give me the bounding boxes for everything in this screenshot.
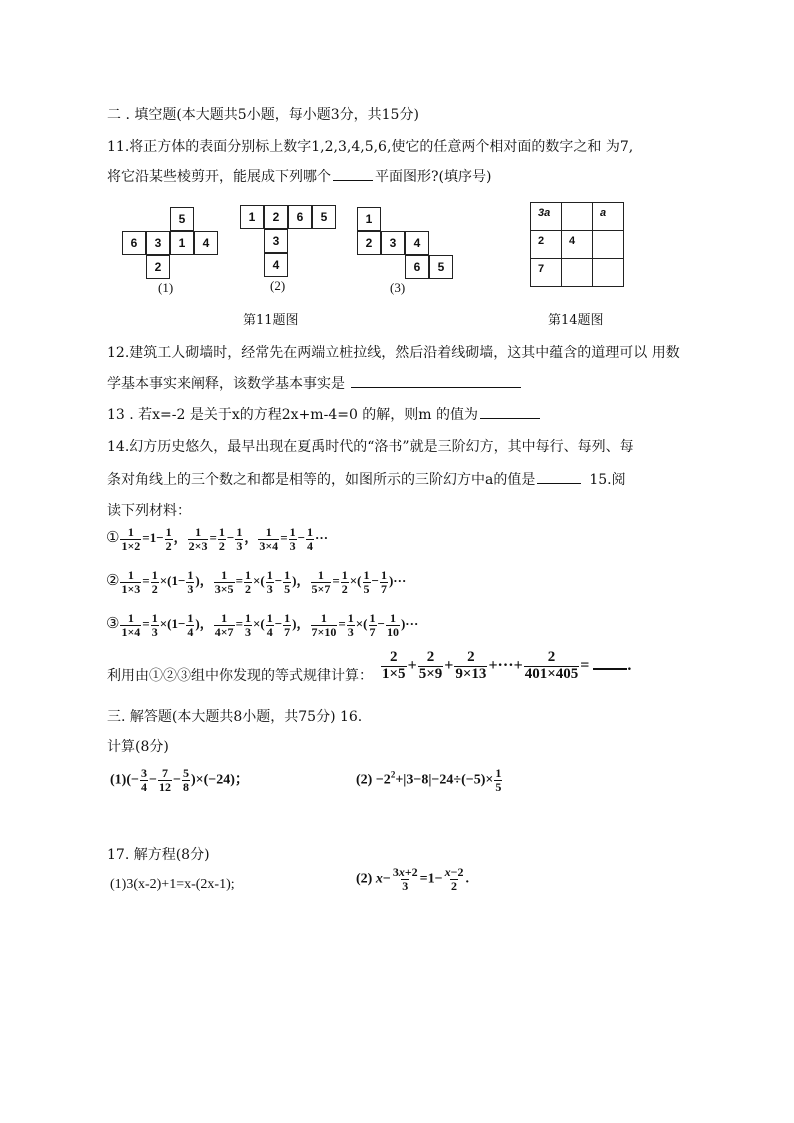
q14-figure-caption: 第14题图 bbox=[548, 313, 604, 328]
fraction: $\frac{1}{2}$ bbox=[341, 568, 348, 596]
fraction: $\frac{1}{10}$ bbox=[386, 611, 399, 639]
net3-cell: 1 bbox=[357, 207, 381, 231]
fraction: $\frac{1}{3}$ bbox=[347, 611, 354, 639]
fraction: $\frac{2}{5\times 9}$ bbox=[418, 649, 443, 682]
net3-label: (3) bbox=[390, 280, 406, 295]
formula-row-3: ③ $\frac{1}{1\times 4}$ = $\frac{1}{3}$ ×(1− $\frac{1}{4}$ )， $\frac{1}{4\times 7}$ = $\frac{1}{3}$ ×( $\frac{1}{4}$ − $\frac{1}{7}$ )， $\frac{1}{7\times 10}$ = $\frac{1}{3}$ ×( $\frac{1}{7}$ − $\frac{1}{10}$ )··· bbox=[106, 611, 419, 639]
net1-label: (1) bbox=[158, 280, 174, 295]
q15-calc-text: 利用由①②③组中你发现的等式规律计算： bbox=[107, 668, 373, 684]
fraction: $\frac{1}{3\times 4}$ bbox=[259, 525, 279, 553]
fraction: $\frac{1}{7}$ bbox=[369, 611, 376, 639]
fraction: $\frac{x-2}{2}$ bbox=[444, 865, 464, 893]
row3-mark: ③ bbox=[106, 614, 120, 633]
fraction: $\frac{1}{4}$ bbox=[266, 611, 273, 639]
q14-line2 bbox=[107, 469, 626, 489]
q12-line2 bbox=[107, 373, 521, 393]
net2-cell: 6 bbox=[288, 205, 312, 229]
fraction: $\frac{1}{2}$ bbox=[165, 525, 172, 553]
row2-mark: ② bbox=[106, 571, 120, 590]
magic-cell: 2 bbox=[530, 230, 562, 259]
q17-part2-label: (2) bbox=[356, 871, 373, 887]
net1-cell: 1 bbox=[170, 231, 194, 255]
q14-line1: 14.幻方历史悠久，最早出现在夏禹时代的“洛书”就是三阶幻方，其中每行、每列、每 bbox=[107, 439, 634, 455]
q13-answer-blank[interactable] bbox=[480, 404, 540, 419]
q13-text: 13 . 若x=-2 是关于x的方程2x+m-4=0 的解，则m 的值为 bbox=[107, 407, 479, 423]
magic-cell bbox=[592, 230, 624, 259]
fraction: $\frac{1}{3}$ bbox=[187, 568, 194, 596]
net3-cell: 5 bbox=[429, 255, 453, 279]
fraction: $\frac{2}{401\times 405}$ bbox=[524, 649, 579, 682]
formula-row-2: ② $\frac{1}{1\times 3}$ = $\frac{1}{2}$ ×(1− $\frac{1}{3}$ )， $\frac{1}{3\times 5}$ = $\frac{1}{2}$ ×( $\frac{1}{3}$ − $\frac{1}{5}$ )， $\frac{1}{5\times 7}$ = $\frac{1}{2}$ ×( $\frac{1}{5}$ − $\frac{1}{7}$ )··· bbox=[106, 568, 407, 596]
magic-cell bbox=[592, 258, 624, 287]
q16-title: 计算(8分) bbox=[107, 739, 169, 755]
net1-cell: 2 bbox=[146, 255, 170, 279]
fraction: $\frac{7}{12}$ bbox=[158, 766, 171, 794]
net3-cell: 2 bbox=[357, 231, 381, 255]
q11-line2b: 平面图形?(填序号) bbox=[375, 169, 492, 185]
fraction: $\frac{1}{3}$ bbox=[266, 568, 273, 596]
fraction: $\frac{1}{3}$ bbox=[236, 525, 243, 553]
fraction: $\frac{3}{4}$ bbox=[140, 766, 147, 794]
q15-intro: 读下列材料： bbox=[107, 503, 191, 519]
fraction: $\frac{1}{2}$ bbox=[151, 568, 158, 596]
net3-cell: 3 bbox=[381, 231, 405, 255]
fraction: $\frac{1}{1\times 2}$ bbox=[121, 525, 141, 553]
q11-line2a: 将它沿某些棱剪开，能展成下列哪个 bbox=[107, 169, 331, 185]
fraction: $\frac{2}{9\times 13}$ bbox=[455, 649, 487, 682]
net3-cell: 4 bbox=[405, 231, 429, 255]
q11-line2 bbox=[107, 166, 491, 186]
fraction: $\frac{1}{3}$ bbox=[151, 611, 158, 639]
q17-part-2: (2) x− $\frac{3x+2}{3}$ =1− $\frac{x-2}{2}$ . bbox=[356, 865, 469, 893]
fraction: $\frac{1}{5}$ bbox=[495, 766, 502, 794]
fraction: $\frac{1}{4}$ bbox=[307, 525, 314, 553]
net2-cell: 5 bbox=[312, 205, 336, 229]
magic-cell bbox=[561, 202, 593, 231]
net2-label: (2) bbox=[270, 278, 286, 293]
net1-cell: 6 bbox=[122, 231, 146, 255]
fraction: $\frac{1}{2}$ bbox=[244, 568, 251, 596]
net1-cell: 5 bbox=[170, 207, 194, 231]
q12-line1: 12.建筑工人砌墙时，经常先在两端立桩拉线，然后沿着线砌墙，这其中蕴含的道理可以 用数 bbox=[107, 345, 680, 361]
net3-cell: 6 bbox=[405, 255, 429, 279]
fraction: $\frac{1}{5}$ bbox=[284, 568, 291, 596]
q11-line1: 11.将正方体的表面分别标上数字1,2,3,4,5,6,使它的任意两个相对面的数字之和 为7, bbox=[107, 139, 634, 155]
fraction: $\frac{1}{3\times 5}$ bbox=[214, 568, 234, 596]
net1-cell: 4 bbox=[194, 231, 218, 255]
q16-part2-label: (2) bbox=[356, 772, 373, 788]
q11-answer-blank[interactable] bbox=[333, 166, 373, 181]
q12-line2-text: 学基本事实来阐释，该数学基本事实是 bbox=[107, 376, 345, 392]
magic-cell: a bbox=[592, 202, 624, 231]
q16-part1-label: (1) bbox=[110, 772, 127, 788]
fraction: $\frac{1}{4\times 7}$ bbox=[214, 611, 234, 639]
net2-cell: 1 bbox=[240, 205, 264, 229]
q15-sum-expression: $\frac{2}{1\times 5}$ + $\frac{2}{5\times 9}$ + $\frac{2}{9\times 13}$ +···+ $\frac{2}{401\times 405}$ = . bbox=[382, 649, 632, 682]
fraction: $\frac{1}{3}$ bbox=[244, 611, 251, 639]
fraction: $\frac{1}{5\times 7}$ bbox=[311, 568, 331, 596]
fraction: $\frac{1}{3}$ bbox=[289, 525, 296, 553]
fraction: $\frac{1}{1\times 3}$ bbox=[121, 568, 141, 596]
fraction: $\frac{1}{2\times 3}$ bbox=[188, 525, 208, 553]
row1-mark: ① bbox=[106, 528, 120, 547]
formula-row-1: ① $\frac{1}{1\times 2}$ =1− $\frac{1}{2}$ ， $\frac{1}{2\times 3}$ = $\frac{1}{2}$ − $\frac{1}{3}$ ， $\frac{1}{3\times 4}$ = $\frac{1}{3}$ − $\frac{1}{4}$ ··· bbox=[106, 525, 329, 553]
net2-cell: 3 bbox=[264, 229, 288, 253]
net1-cell: 3 bbox=[146, 231, 170, 255]
sum-ellipsis: +···+ bbox=[488, 656, 523, 674]
q11-figure-caption: 第11题图 bbox=[243, 313, 299, 328]
q15-start-text: 15.阅 bbox=[589, 472, 626, 488]
q16-part-2: $(2) -2^2+|3-8|-24\div(-5)\times$ $\frac{1}{5}$ bbox=[356, 766, 502, 794]
fraction: $\frac{5}{8}$ bbox=[182, 766, 189, 794]
magic-cell bbox=[561, 258, 593, 287]
magic-cell: 4 bbox=[561, 230, 593, 259]
fraction: $\frac{1}{7\times 10}$ bbox=[311, 611, 337, 639]
q15-answer-blank[interactable] bbox=[593, 654, 627, 670]
net2-cell: 2 bbox=[264, 205, 288, 229]
q17-part-1: (1)3(x-2)+1=x-(2x-1); bbox=[110, 877, 235, 892]
magic-cell: 7 bbox=[530, 258, 562, 287]
section-3-title: 三. 解答题(本大题共8小题，共75分) 16. bbox=[107, 709, 363, 725]
q17-title: 17. 解方程(8分) bbox=[107, 847, 210, 863]
q14-answer-blank[interactable] bbox=[537, 469, 581, 484]
fraction: $\frac{2}{1\times 5}$ bbox=[382, 649, 406, 682]
section-2-title: 二 . 填空题(本大题共5小题，每小题3分，共15分) bbox=[107, 107, 419, 123]
fraction: $\frac{1}{1\times 4}$ bbox=[121, 611, 141, 639]
fraction: $\frac{1}{7}$ bbox=[380, 568, 387, 596]
net2-cell: 4 bbox=[264, 253, 288, 277]
sum-equals: = bbox=[580, 656, 590, 674]
q16-part-1: (1)(− $\frac{3}{4}$ − $\frac{7}{12}$ − $\frac{5}{8}$ )×(−24)； bbox=[110, 766, 249, 794]
fraction: $\frac{1}{4}$ bbox=[187, 611, 194, 639]
fraction: $\frac{1}{5}$ bbox=[363, 568, 370, 596]
magic-cell: 3a bbox=[530, 202, 562, 231]
fraction: $\frac{1}{7}$ bbox=[284, 611, 291, 639]
q12-answer-blank[interactable] bbox=[351, 373, 521, 388]
fraction: $\frac{3x+2}{3}$ bbox=[392, 865, 418, 893]
q14-line2-text: 条对角线上的三个数之和都是相等的，如图所示的三阶幻方中a的值是 bbox=[107, 472, 536, 488]
fraction: $\frac{1}{2}$ bbox=[218, 525, 225, 553]
q13-line bbox=[107, 404, 540, 424]
